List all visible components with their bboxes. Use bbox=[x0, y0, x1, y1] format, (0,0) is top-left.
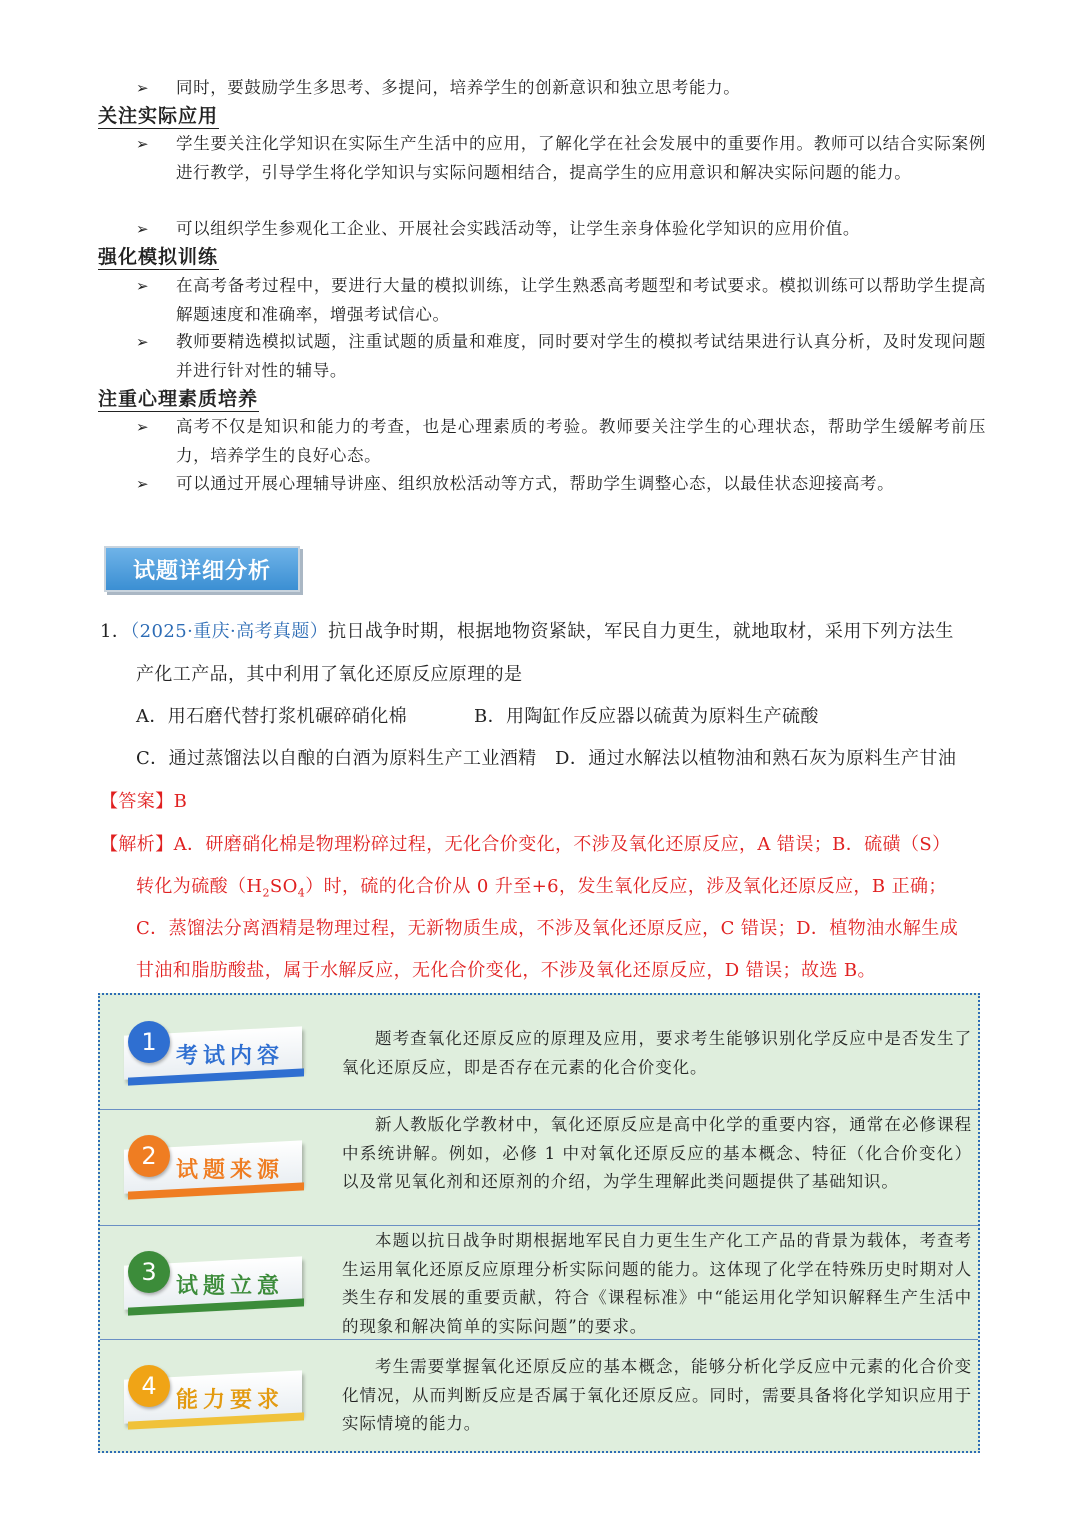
analysis-row bbox=[100, 1225, 978, 1340]
number-badge: 3 bbox=[128, 1251, 170, 1293]
question-stem-line bbox=[100, 618, 954, 646]
bullet-text: 同时，要鼓励学生多思考、多提问，培养学生的创新意识和独立思考能力。 bbox=[176, 78, 741, 97]
analysis-line bbox=[100, 831, 950, 859]
bullet-text: 学生要关注化学知识在实际生产生活中的应用，了解化学在社会发展中的重要作用。教师可以结合实际案例进行教学，引导学生将化学知识与实际问题相结合，提高学生的应用意识和解决实际问题的能力。 bbox=[176, 134, 986, 182]
question-stem: 抗日战争时期，根据地物资紧缺，军民自力更生，就地取材，采用下列方法生 bbox=[328, 621, 954, 642]
row-tag bbox=[124, 1139, 302, 1195]
analysis-line: 甘油和脂肪酸盐，属于水解反应，无化合价变化，不涉及氧化还原反应，D 错误；故选 B。 bbox=[136, 960, 876, 981]
analysis-label: 【解析】 bbox=[100, 834, 174, 855]
answer-label: 【答案】 bbox=[100, 791, 174, 812]
arrow-bullet-icon: ➢ bbox=[136, 418, 150, 436]
bullet-item bbox=[136, 272, 986, 329]
arrow-bullet-icon: ➢ bbox=[136, 135, 150, 153]
row-text: 本题以抗日战争时期根据地军民自力更生生产化工产品的背景为载体，考查考生运用氧化还原反应原理分析实际问题的能力。这体现了化学在特殊历史时期对人类生存和发展的重要贡献，符合《课程标准》中“能运用化学知识解释生产生活中的现象和解决简单的实际问题”的要求。 bbox=[342, 1231, 972, 1336]
number-badge: 1 bbox=[128, 1021, 170, 1063]
option-a: A．用石磨代替打浆机碾碎硝化棉 bbox=[136, 706, 407, 727]
analysis-line bbox=[136, 873, 947, 908]
bullet-item bbox=[136, 328, 986, 385]
row-label: 试题立意 bbox=[176, 1273, 285, 1299]
bullet-text: 高考不仅是知识和能力的考查，也是心理素质的考验。教师要关注学生的心理状态，帮助学生缓解考前压力，培养学生的良好心态。 bbox=[176, 417, 986, 465]
number-badge: 4 bbox=[128, 1365, 170, 1407]
bullet-text: 教师要精选模拟试题，注重试题的质量和难度，同时要对学生的模拟考试结果进行认真分析，及时发现问题并进行针对性的辅导。 bbox=[176, 332, 986, 380]
analysis-row bbox=[100, 1339, 978, 1451]
bullet-item bbox=[136, 413, 986, 470]
arrow-bullet-icon: ➢ bbox=[136, 475, 150, 493]
section-heading: 注重心理素质培养 bbox=[98, 388, 259, 410]
bullet-text: 可以通过开展心理辅导讲座、组织放松活动等方式，帮助学生调整心态，以最佳状态迎接高考。 bbox=[176, 474, 895, 493]
analysis-text: ）时，硫的化合价从 0 升至+6，发生氧化反应，涉及氧化还原反应，B 正确； bbox=[305, 876, 947, 897]
row-tag bbox=[124, 1025, 302, 1081]
analysis-text: SO bbox=[269, 876, 298, 897]
subscript: 4 bbox=[297, 886, 306, 900]
question-source: （2025·重庆·高考真题） bbox=[130, 621, 329, 642]
row-label: 能力要求 bbox=[176, 1387, 285, 1413]
bullet-text: 可以组织学生参观化工企业、开展社会实践活动等，让学生亲身体验化学知识的应用价值。 bbox=[176, 219, 860, 238]
option-d: D．通过水解法以植物油和熟石灰为原料生产甘油 bbox=[555, 748, 957, 769]
number-badge: 2 bbox=[128, 1135, 170, 1177]
section-heading: 关注实际应用 bbox=[98, 105, 219, 127]
row-text: 题考查氧化还原反应的原理及应用，要求考生能够识别化学反应中是否发生了氧化还原反应，即是否存在元素的化合价变化。 bbox=[342, 1029, 972, 1077]
arrow-bullet-icon: ➢ bbox=[136, 333, 150, 351]
analysis-table bbox=[98, 993, 980, 1453]
bullet-item bbox=[136, 215, 986, 244]
analysis-row bbox=[100, 995, 978, 1110]
arrow-bullet-icon: ➢ bbox=[136, 277, 150, 295]
bullet-item bbox=[136, 74, 986, 103]
row-text: 新人教版化学教材中，氧化还原反应是高中化学的重要内容，通常在必修课程中系统讲解。例如，必修 1 中对氧化还原反应的基本概念、特征（化合价变化）以及常见氧化剂和还原剂的介绍，为学生理解此类问题提供了基础知识。 bbox=[342, 1115, 972, 1191]
analysis-row bbox=[100, 1109, 978, 1226]
bullet-text: 在高考备考过程中，要进行大量的模拟训练，让学生熟悉高考题型和考试要求。模拟训练可以帮助学生提高解题速度和准确率，增强考试信心。 bbox=[176, 276, 986, 324]
bullet-item bbox=[136, 130, 986, 187]
question-number: 1． bbox=[100, 621, 131, 642]
arrow-bullet-icon: ➢ bbox=[136, 220, 150, 238]
answer-line bbox=[100, 788, 187, 816]
row-label: 考试内容 bbox=[176, 1043, 285, 1069]
row-text: 考生需要掌握氧化还原反应的基本概念，能够分析化学反应中元素的化合价变化情况，从而判断反应是否属于氧化还原反应。同时，需要具备将化学知识应用于实际情境的能力。 bbox=[342, 1357, 972, 1433]
row-tag bbox=[124, 1255, 302, 1311]
answer-value: B bbox=[173, 791, 188, 812]
analysis-text: A．研磨硝化棉是物理粉碎过程，无化合价变化，不涉及氧化还原反应，A 错误；B．硫磺（S） bbox=[173, 834, 951, 855]
section-heading: 强化模拟训练 bbox=[98, 246, 219, 268]
analysis-line: C．蒸馏法分离酒精是物理过程，无新物质生成，不涉及氧化还原反应，C 错误；D．植物油水解生成 bbox=[136, 918, 959, 939]
subscript: 2 bbox=[262, 886, 270, 900]
question-stem-line: 产化工产品，其中利用了氧化还原反应原理的是 bbox=[136, 664, 523, 685]
option-c: C．通过蒸馏法以自酿的白酒为原料生产工业酒精 bbox=[136, 748, 537, 769]
analysis-text: 转化为硫酸（H bbox=[136, 876, 263, 897]
option-b: B．用陶缸作反应器以硫黄为原料生产硫酸 bbox=[474, 706, 819, 727]
arrow-bullet-icon: ➢ bbox=[136, 79, 150, 97]
section-banner: 试题详细分析 bbox=[104, 546, 300, 592]
bullet-item bbox=[136, 470, 986, 499]
row-label: 试题来源 bbox=[176, 1157, 285, 1183]
row-tag bbox=[124, 1369, 302, 1425]
